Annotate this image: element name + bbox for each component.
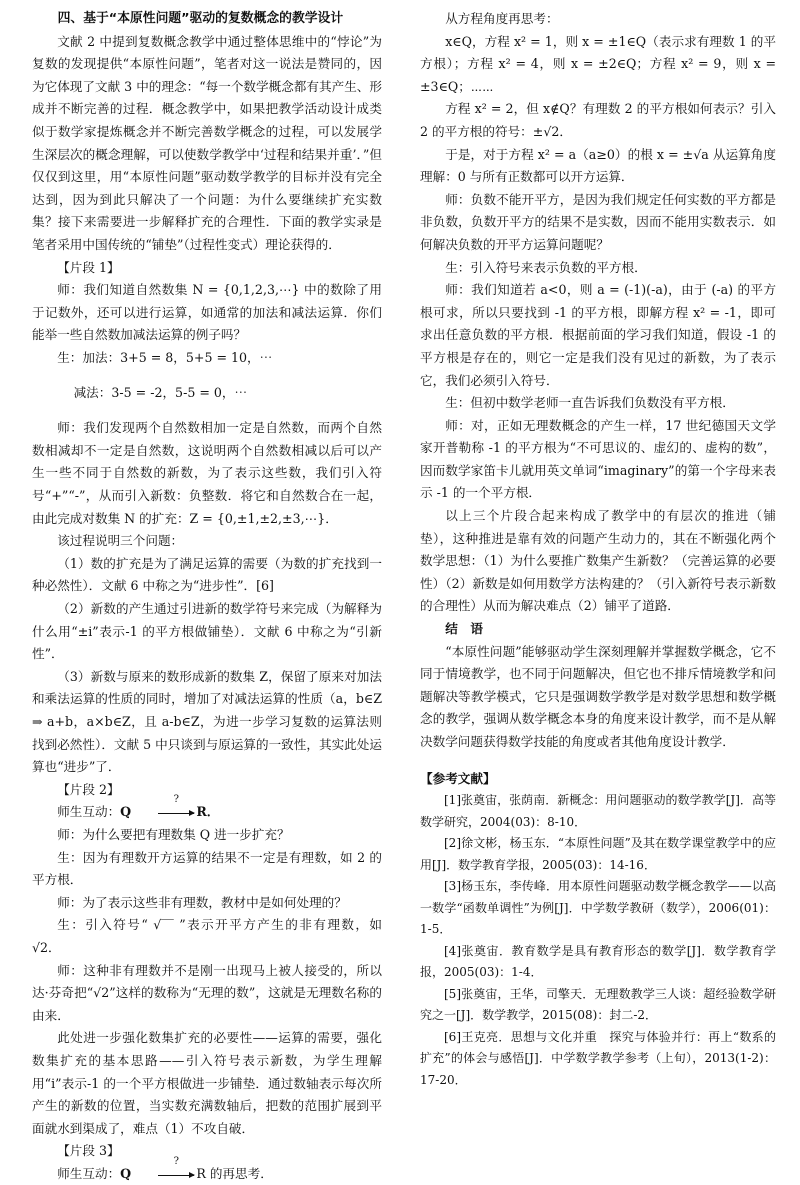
- teacher-imaginary: 师：对，正如无理数概念的产生一样，17 世纪德国天文学家开普勒称 -1 的平方根为“不可思议的、虚幻的、虚构的数”，因而数学家笛卡儿就用英文单词“imaginary”的第一个字母来表示 -1 的一个平方根．: [420, 417, 776, 501]
- reference-item: [1]张奠宙，张荫南．新概念：用问题驱动的数学教学[J]．高等数学研究，2004(03)：8-10．: [420, 793, 776, 829]
- interaction-label: 师生互动：: [57, 1165, 121, 1181]
- fragment-2-commentary: 此处进一步强化数集扩充的必要性——运算的需要，强化数集扩充的基本思路——引入符号表示新数，为学生理解用“i”表示-1 的一个平方根做进一步铺垫．通过数轴表示每次所产生的新数的位置，当实数充满数轴后，把数的范围扩展到平面就水到渠成了，难点（1）不攻自破．: [32, 1030, 382, 1136]
- fragments-summary: 以上三个片段合起来构成了教学中的有层次的推进（铺垫），这种推进是靠有效的问题产生动力的，其在不断强化两个数学思想：（1）为什么要推广数集产生新数？（完善运算的必要性）（2）新数是如何用数学方法构建的？（引入新符号表示新数的合理性）从而为解决难点（2）铺平了道路．: [420, 508, 776, 614]
- question-mark: ?: [173, 794, 180, 806]
- fragment-1-teacher-1: 师：我们知道自然数集 N = {0,1,2,3,⋯} 中的数除了用于记数外，还可以进行运算，如通常的加法和减法运算．你们能举一些自然数加减法运算的例子吗？: [32, 282, 382, 343]
- set-q: Q: [120, 804, 132, 820]
- set-r-rethink: R 的再思考．: [196, 1165, 273, 1181]
- student-introduce-symbol: 生：引入符号来表示负数的平方根．: [445, 259, 647, 275]
- fragment-1-teacher-2: 师：我们发现两个自然数相加一定是自然数，而两个自然数相减却不一定是自然数，这说明两个自然数相减以后可以产生一些不同于自然数的新数，为了表示这些数，我们引入符号“+”“-”，从而引入新数：负整数．将它和自然数合在一起，由此完成对数集 N 的扩充：Z = {0,±1,±2,±3,⋯}．: [32, 420, 382, 526]
- student-objection: 生：但初中数学老师一直告诉我们负数没有平方根．: [445, 395, 735, 411]
- conclusion-title: 结 语: [445, 621, 483, 637]
- fragment-1-point-1: （1）数的扩充是为了满足运算的需要（为数的扩充找到一种必然性）．文献 6 中称之为“进步性”．[6]: [32, 555, 382, 594]
- right-column: [420, 8, 776, 1091]
- reference-item: [2]徐文彬，杨玉东．“本原性问题”及其在数学课堂教学中的应用[J]．数学教育学报，2005(03)：14-16．: [420, 836, 776, 872]
- references-title: 【参考文献】: [420, 770, 496, 786]
- reference-item: [5]张奠宙，王华，司擎天．无理数教学三人谈：超经验数学研究之一[J]．数学教学，2015(08)：封二-2．: [420, 986, 776, 1023]
- set-r: R．: [196, 804, 220, 820]
- equation-root-two: 方程 x² = 2，但 x∉Q？有理数 2 的平方根如何表示？引入 2 的平方根的符号：±√2．: [420, 101, 776, 139]
- section-title: 四、基于“本原性问题”驱动的复数概念的教学设计: [57, 11, 344, 26]
- conclusion-paragraph: “本原性问题”能够驱动学生深刻理解并掌握数学概念，它不同于情境教学，也不同于问题解决，但它也不排斥情境教学和问题解决等教学模式，它只是强调数学教学是对数学思想和数学概念的教学，强调从数学概念本身的角度来设计教学，而不是从解决数学问题获得数学技能的角度或者其他角度设计教学．: [420, 643, 776, 749]
- fragment-2-teacher-2: 师：为了表示这些非有理数，教材中是如何处理的？: [57, 894, 347, 910]
- fragment-3-label: 【片段 3】: [57, 1143, 120, 1159]
- teacher-negative-root: 师：负数不能开平方，是因为我们规定任何实数的平方都是非负数，负数开平方的结果不是实数，因而不能用实数表示．如何解决负数的开平方运算问题呢？: [420, 191, 776, 252]
- fragment-1-label: 【片段 1】: [57, 259, 120, 275]
- fragment-2-teacher-1: 师：为什么要把有理数集 Q 进一步扩充？: [57, 826, 290, 842]
- teacher-minus-one-root: 师：我们知道若 a<0，则 a = (-1)(-a)，由于 (-a) 的平方根可求，所以只要找到 -1 的平方根，即解方程 x² = -1，即可求出任意负数的平方根．根据前面的学习我们知道，假设 -1 的平方根是存在的，则它一定是我们没有见过的新数，为了表示它，我们必须引入符号．: [420, 282, 776, 388]
- fragment-2-student-1: 生：因为有理数开方运算的结果不一定是有理数，如 2 的平方根．: [32, 849, 382, 888]
- question-mark: ?: [173, 1155, 180, 1167]
- fragment-1-summary: 该过程说明三个问题：: [57, 533, 184, 549]
- fragment-2-teacher-3: 师：这种非有理数并不是刚一出现马上被人接受的，所以达·芬奇把“√2”这样的数称为“无理的数”，这就是无理数名称的由来．: [32, 962, 382, 1023]
- fragment-1-student-addition: 生：加法：3+5 = 8，5+5 = 10，⋯: [57, 349, 273, 365]
- reference-item: [3]杨玉东，李传峰．用本原性问题驱动数学概念教学——以高一数学“函数单调性”为例[J]．中学数学教研（数学），2006(01)：1-5．: [420, 879, 776, 937]
- fragment-1-point-3: （3）新数与原来的数形成新的数集 Z，保留了原来对加法和乘法运算的性质的同时，增加了对减法运算的性质（a，b∈Z ⇒ a+b，a×b∈Z，且 a-b∈Z，为进一步学习复数的运算法则找到必然性）．文献 5 中只谈到与原运算的一致性，其实此处运算也“进步”了．: [32, 668, 382, 775]
- set-q: Q: [120, 1165, 132, 1181]
- fragment-3-interaction: [32, 1155, 382, 1185]
- arrow-right-icon: [133, 794, 194, 824]
- equation-intro: 从方程角度再思考：: [445, 11, 559, 26]
- fragment-2-interaction: [32, 794, 382, 824]
- fragment-2-student-2: 生：引入符号“ √‾‾ ”表示开平方产生的非有理数，如 √2．: [32, 917, 382, 955]
- fragment-1-point-2: （2）新数的产生通过引进新的数学符号来完成（为解释为什么用“±i”表示-1 的平方根做铺垫）．文献 6 中称之为“引新性”．: [32, 601, 382, 662]
- reference-item: [6]王克亮．思想与文化并重 探究与体验并行：再上“数系的扩充”的体会与感悟[J]．中学数学教学参考（上旬），2013(1-2)：17-20．: [420, 1029, 776, 1087]
- left-column: [32, 8, 382, 1185]
- interaction-label: 师生互动：: [57, 804, 121, 820]
- intro-paragraph: 文献 2 中提到复数概念教学中通过整体思维中的“悖论”为复数的发现提供“本原性问题”，笔者对这一说法是赞同的，因为它体现了文献 3 中的理念：“每一个数学概念都有其产生、形成并不断完善的过程．概念教学中，如果把教学活动设计成类似于数学家提炼概念并不断完善数学概念的过程，可以发展学生深层次的概念理解，可以使数学教学中‘过程和结果并重’．”但仅仅到这里，用“本原性问题”驱动数学教学的目标并没有完全达到，因为到此只解决了一个问题：为什么要继续扩充实数集？接下来需要进一步解释扩充的合理性．下面的教学实录是笔者采用中国传统的“铺垫”（过程性变式）理论获得的．: [32, 33, 382, 252]
- arrow-right-icon: [133, 1155, 194, 1185]
- fragment-1-student-subtraction: 减法：3-5 = -2，5-5 = 0，⋯: [73, 385, 248, 401]
- reference-item: [4]张奠宙．教育数学是具有教育形态的数学[J]．数学教育学报，2005(03)：1-4．: [420, 943, 776, 980]
- fragment-2-label: 【片段 2】: [57, 781, 120, 797]
- equation-general: 于是，对于方程 x² = a（a≥0）的根 x = ±√a 从运算角度理解：0 与所有正数都可以开方运算．: [420, 146, 776, 185]
- equation-examples: x∈Q，方程 x² = 1，则 x = ±1∈Q（表示求有理数 1 的平方根）；方程 x² = 4，则 x = ±2∈Q；方程 x² = 9，则 x = ±3∈Q；⋯⋯: [420, 33, 776, 94]
